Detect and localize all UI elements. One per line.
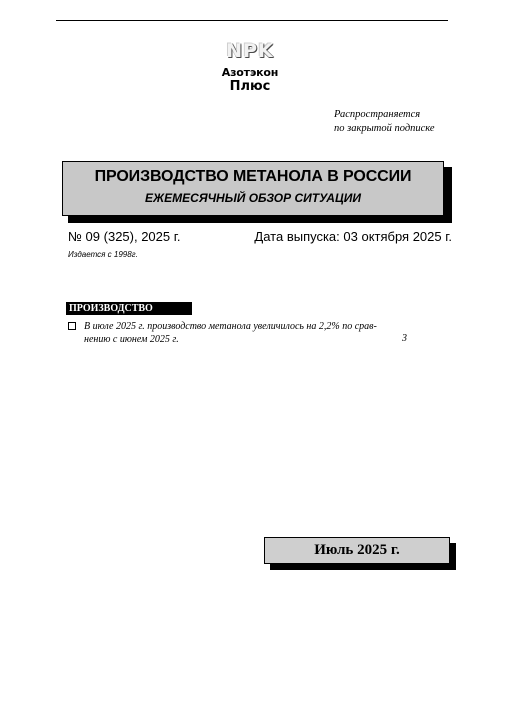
release-date: Дата выпуска: 03 октября 2025 г. xyxy=(254,229,452,244)
contents-item-line-1: В июле 2025 г. производство метанола увеличилось на 2,2% по срав- xyxy=(84,321,377,332)
square-bullet-icon xyxy=(68,322,76,330)
section-heading-production: ПРОИЗВОДСТВО xyxy=(66,302,192,315)
contents-item[interactable] xyxy=(84,320,450,346)
contents-item-page-number: 3 xyxy=(402,333,407,344)
distribution-note xyxy=(334,108,464,136)
logo-plus-text: Плюс xyxy=(229,79,271,94)
logo-azotekon-text: Азотэкон xyxy=(221,66,279,79)
report-subtitle: ЕЖЕМЕСЯЧНЫЙ ОБЗОР СИТУАЦИИ xyxy=(145,191,361,205)
report-month-box: Июль 2025 г. xyxy=(264,537,450,564)
top-rule xyxy=(56,20,448,21)
issue-number: № 09 (325), 2025 г. xyxy=(68,229,181,244)
contents-item-line-2: нению с июнем 2025 г. xyxy=(84,334,179,345)
publisher-logo xyxy=(210,40,290,96)
distribution-line-2: по закрытой подписке xyxy=(334,123,435,134)
published-since: Издается с 1998г. xyxy=(68,250,138,259)
distribution-line-1: Распространяется xyxy=(334,109,421,120)
report-title: ПРОИЗВОДСТВО МЕТАНОЛА В РОССИИ xyxy=(94,168,412,185)
title-box xyxy=(62,161,444,216)
logo-npk-text: NPK xyxy=(226,40,274,62)
